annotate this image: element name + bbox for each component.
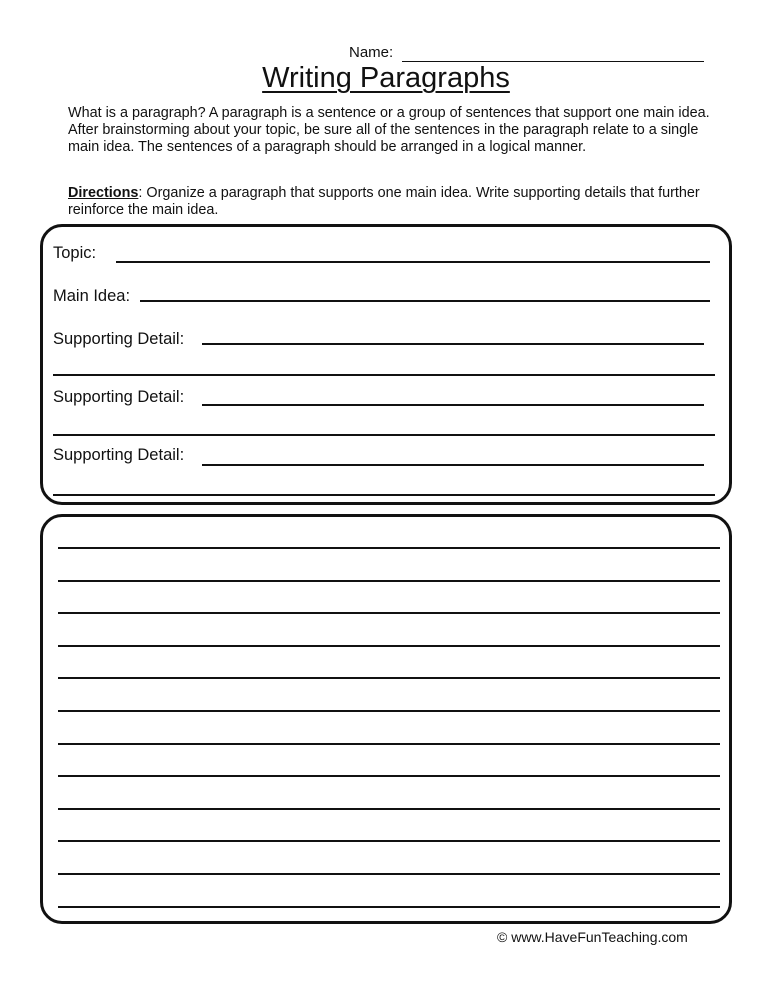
writing-line[interactable]	[58, 645, 720, 647]
supporting-detail-label: Supporting Detail:	[53, 446, 185, 464]
directions-text: : Organize a paragraph that supports one main idea. Write supporting details that further reinforce the main idea.	[68, 185, 700, 218]
writing-line[interactable]	[58, 580, 720, 582]
writing-line[interactable]	[58, 840, 720, 842]
writing-box	[40, 514, 732, 924]
writing-line[interactable]	[58, 873, 720, 875]
supporting-detail-label: Supporting Detail:	[53, 388, 185, 406]
copyright-text: © www.HaveFunTeaching.com	[497, 929, 688, 945]
directions	[68, 185, 728, 219]
writing-line[interactable]	[58, 547, 720, 549]
intro-paragraph: What is a paragraph? A paragraph is a sentence or a group of sentences that support one main idea. After brainstorming about your topic, be sure all of the sentences in the paragraph relate to a single main idea. The sentences of a paragraph should be arranged in a logical manner.	[68, 105, 710, 155]
name-label: Name:	[349, 44, 394, 61]
directions-label: Directions	[68, 185, 139, 201]
writing-line[interactable]	[58, 612, 720, 614]
topic-line[interactable]	[116, 261, 710, 263]
page-title: Writing Paragraphs	[262, 62, 510, 94]
writing-line[interactable]	[58, 710, 720, 712]
writing-line[interactable]	[58, 743, 720, 745]
topic-label: Topic:	[53, 244, 97, 262]
supporting-detail-line[interactable]	[53, 494, 715, 496]
supporting-detail-line[interactable]	[202, 404, 704, 406]
writing-line[interactable]	[58, 677, 720, 679]
supporting-detail-line[interactable]	[53, 434, 715, 436]
supporting-detail-line[interactable]	[202, 464, 704, 466]
supporting-detail-line[interactable]	[202, 343, 704, 345]
main-idea-line[interactable]	[140, 300, 710, 302]
writing-line[interactable]	[58, 808, 720, 810]
supporting-detail-label: Supporting Detail:	[53, 330, 185, 348]
main-idea-label: Main Idea:	[53, 287, 131, 305]
supporting-detail-line[interactable]	[53, 374, 715, 376]
writing-line[interactable]	[58, 775, 720, 777]
writing-line[interactable]	[58, 906, 720, 908]
